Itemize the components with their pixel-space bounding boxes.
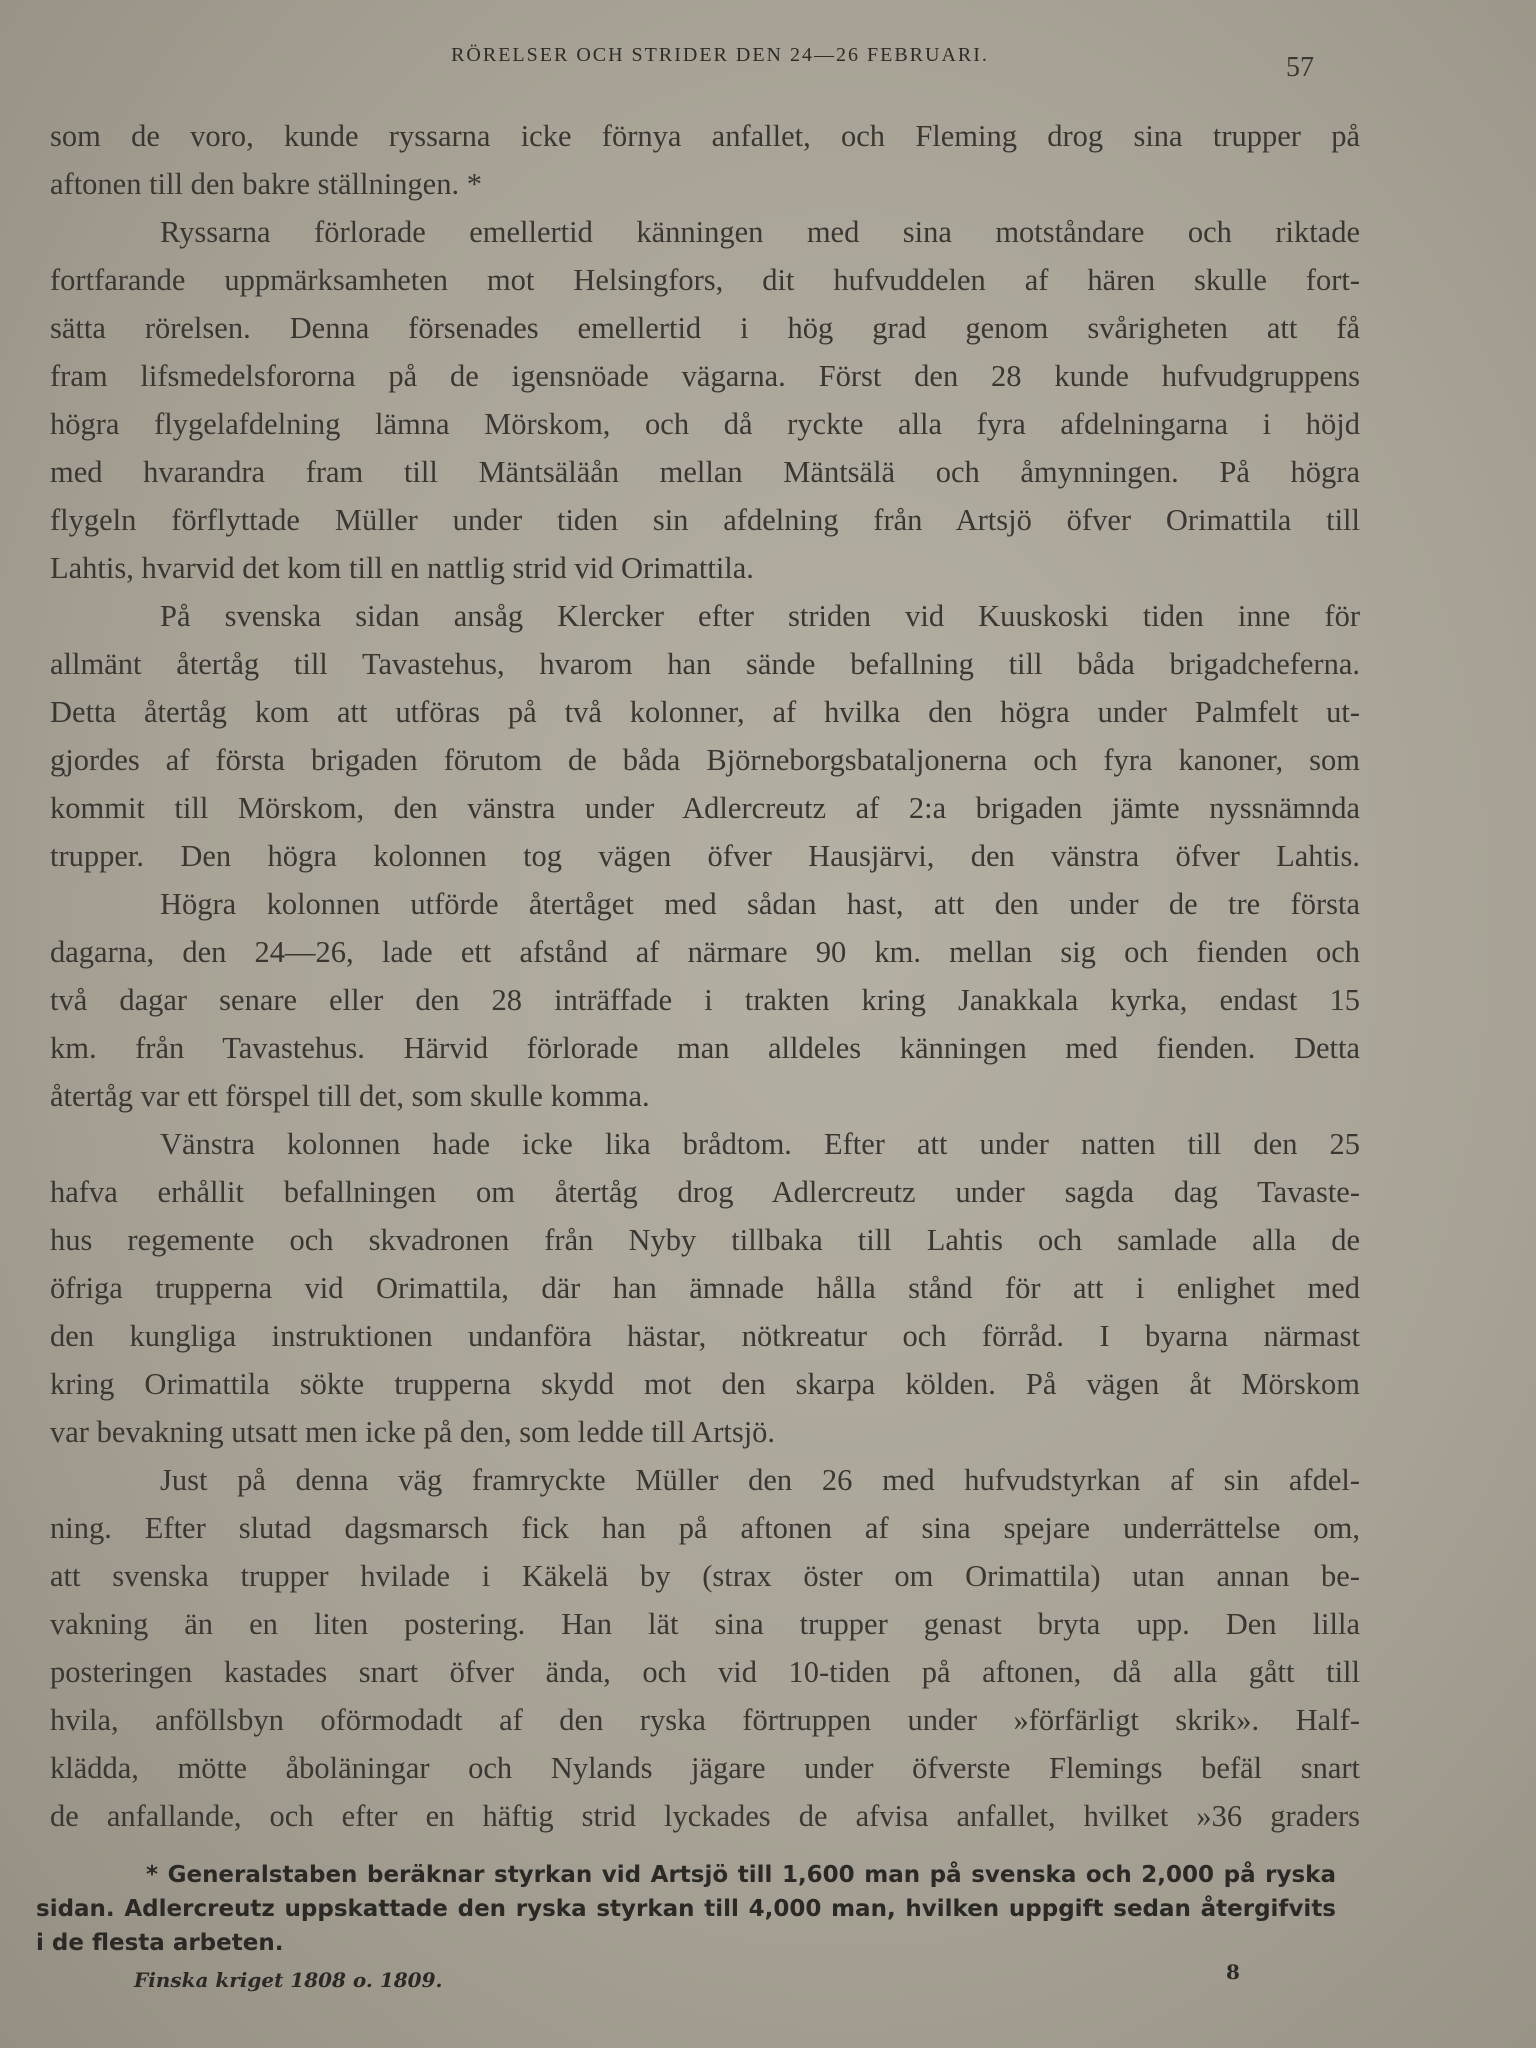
text-line: klädda, mötte åboläningar och Nylands jägare under öfverste Flemings befäl snart (50, 1751, 1360, 1785)
text-line: de anfallande, och efter en häftig strid lyckades de afvisa anfallet, hvilket »36 graders (50, 1799, 1360, 1833)
footnote (36, 1858, 1336, 1960)
text-line: dagarna, den 24—26, lade ett afstånd af närmare 90 km. mellan sig och fienden och (50, 935, 1360, 969)
text-line: den kungliga instruktionen undanföra hästar, nötkreatur och förråd. I byarna närmast (50, 1319, 1360, 1353)
text-line: var bevakning utsatt men icke på den, som ledde till Artsjö. (50, 1415, 776, 1449)
text-line: att svenska trupper hvilade i Käkelä by (strax öster om Orimattila) utan annan be- (50, 1559, 1360, 1593)
text-line: kring Orimattila sökte trupperna skydd mot den skarpa kölden. På vägen åt Mörskom (50, 1367, 1360, 1401)
text-line: allmänt återtåg till Tavastehus, hvarom han sände befallning till båda brigadcheferna. (50, 647, 1360, 681)
text-line: två dagar senare eller den 28 inträffade i trakten kring Janakkala kyrka, endast 15 (50, 983, 1360, 1017)
text-line: hafva erhållit befallningen om återtåg drog Adlercreutz under sagda dag Tavaste- (50, 1175, 1360, 1209)
text-line: fram lifsmedelsfororna på de igensnöade vägarna. Först den 28 kunde hufvudgruppens (50, 359, 1360, 393)
text-line: högra flygelafdelning lämna Mörskom, och då ryckte alla fyra afdelningarna i höjd (50, 407, 1360, 441)
footnote-line: sidan. Adlercreutz uppskattade den ryska styrkan till 4,000 man, hvilken uppgift sedan återgifvits (36, 1896, 1336, 1922)
text-line: trupper. Den högra kolonnen tog vägen öfver Hausjärvi, den vänstra öfver Lahtis. (50, 839, 1360, 873)
footnote-line: i de flesta arbeten. (36, 1930, 284, 1956)
text-line: vakning än en liten postering. Han lät sina trupper genast bryta upp. Den lilla (50, 1607, 1360, 1641)
signature-mark: 8 (1226, 1960, 1240, 1984)
text-line: ning. Efter slutad dagsmarsch fick han på aftonen af sina spejare underrättelse om, (50, 1511, 1360, 1545)
text-line: hus regemente och skvadronen från Nyby tillbaka till Lahtis och samlade alla de (50, 1223, 1360, 1257)
paragraph-first-line: Högra kolonnen utförde återtåget med sådan hast, att den under de tre första (160, 887, 1360, 921)
running-head: RÖRELSER OCH STRIDER DEN 24—26 FEBRUARI. (451, 44, 989, 66)
paragraph-first-line: Ryssarna förlorade emellertid känningen med sina motståndare och riktade (160, 215, 1360, 249)
book-imprint: Finska kriget 1808 o. 1809. (134, 1968, 443, 1992)
paragraph-first-line: Vänstra kolonnen hade icke lika brådtom. Efter att under natten till den 25 (160, 1127, 1360, 1161)
body-text (50, 112, 1360, 1840)
text-line: hvila, anföllsbyn oförmodadt af den ryska förtruppen under »förfärligt skrik». Half- (50, 1703, 1360, 1737)
text-line: fortfarande uppmärksamheten mot Helsingfors, dit hufvuddelen af hären skulle fort- (50, 263, 1360, 297)
text-line: sätta rörelsen. Denna försenades emellertid i hög grad genom svårigheten att få (50, 311, 1360, 345)
text-line: återtåg var ett förspel till det, som skulle komma. (50, 1079, 650, 1113)
page-number: 57 (1286, 52, 1314, 83)
text-line: som de voro, kunde ryssarna icke förnya anfallet, och Fleming drog sina trupper på (50, 119, 1360, 153)
paragraph-first-line: Just på denna väg framryckte Müller den 26 med hufvudstyrkan af sin afdel- (160, 1463, 1360, 1497)
text-line: gjordes af första brigaden förutom de båda Björneborgsbataljonerna och fyra kanoner, som (50, 743, 1360, 777)
text-line: aftonen till den bakre ställningen. * (50, 167, 482, 201)
footnote-line: * Generalstaben beräknar styrkan vid Artsjö till 1,600 man på svenska och 2,000 på ryska (146, 1862, 1336, 1888)
text-line: posteringen kastades snart öfver ända, och vid 10-tiden på aftonen, då alla gått till (50, 1655, 1360, 1689)
paragraph-first-line: På svenska sidan ansåg Klercker efter striden vid Kuuskoski tiden inne för (160, 599, 1360, 633)
text-line: Detta återtåg kom att utföras på två kolonner, af hvilka den högra under Palmfelt ut- (50, 695, 1360, 729)
text-line: kommit till Mörskom, den vänstra under Adlercreutz af 2:a brigaden jämte nyssnämnda (50, 791, 1360, 825)
text-line: öfriga trupperna vid Orimattila, där han ämnade hålla stånd för att i enlighet med (50, 1271, 1360, 1305)
text-line: Lahtis, hvarvid det kom till en nattlig strid vid Orimattila. (50, 551, 754, 585)
text-line: km. från Tavastehus. Härvid förlorade man alldeles känningen med fienden. Detta (50, 1031, 1360, 1065)
text-line: med hvarandra fram till Mäntsäläån mellan Mäntsälä och åmynningen. På högra (50, 455, 1360, 489)
text-line: flygeln förflyttade Müller under tiden sin afdelning från Artsjö öfver Orimattila till (50, 503, 1360, 537)
